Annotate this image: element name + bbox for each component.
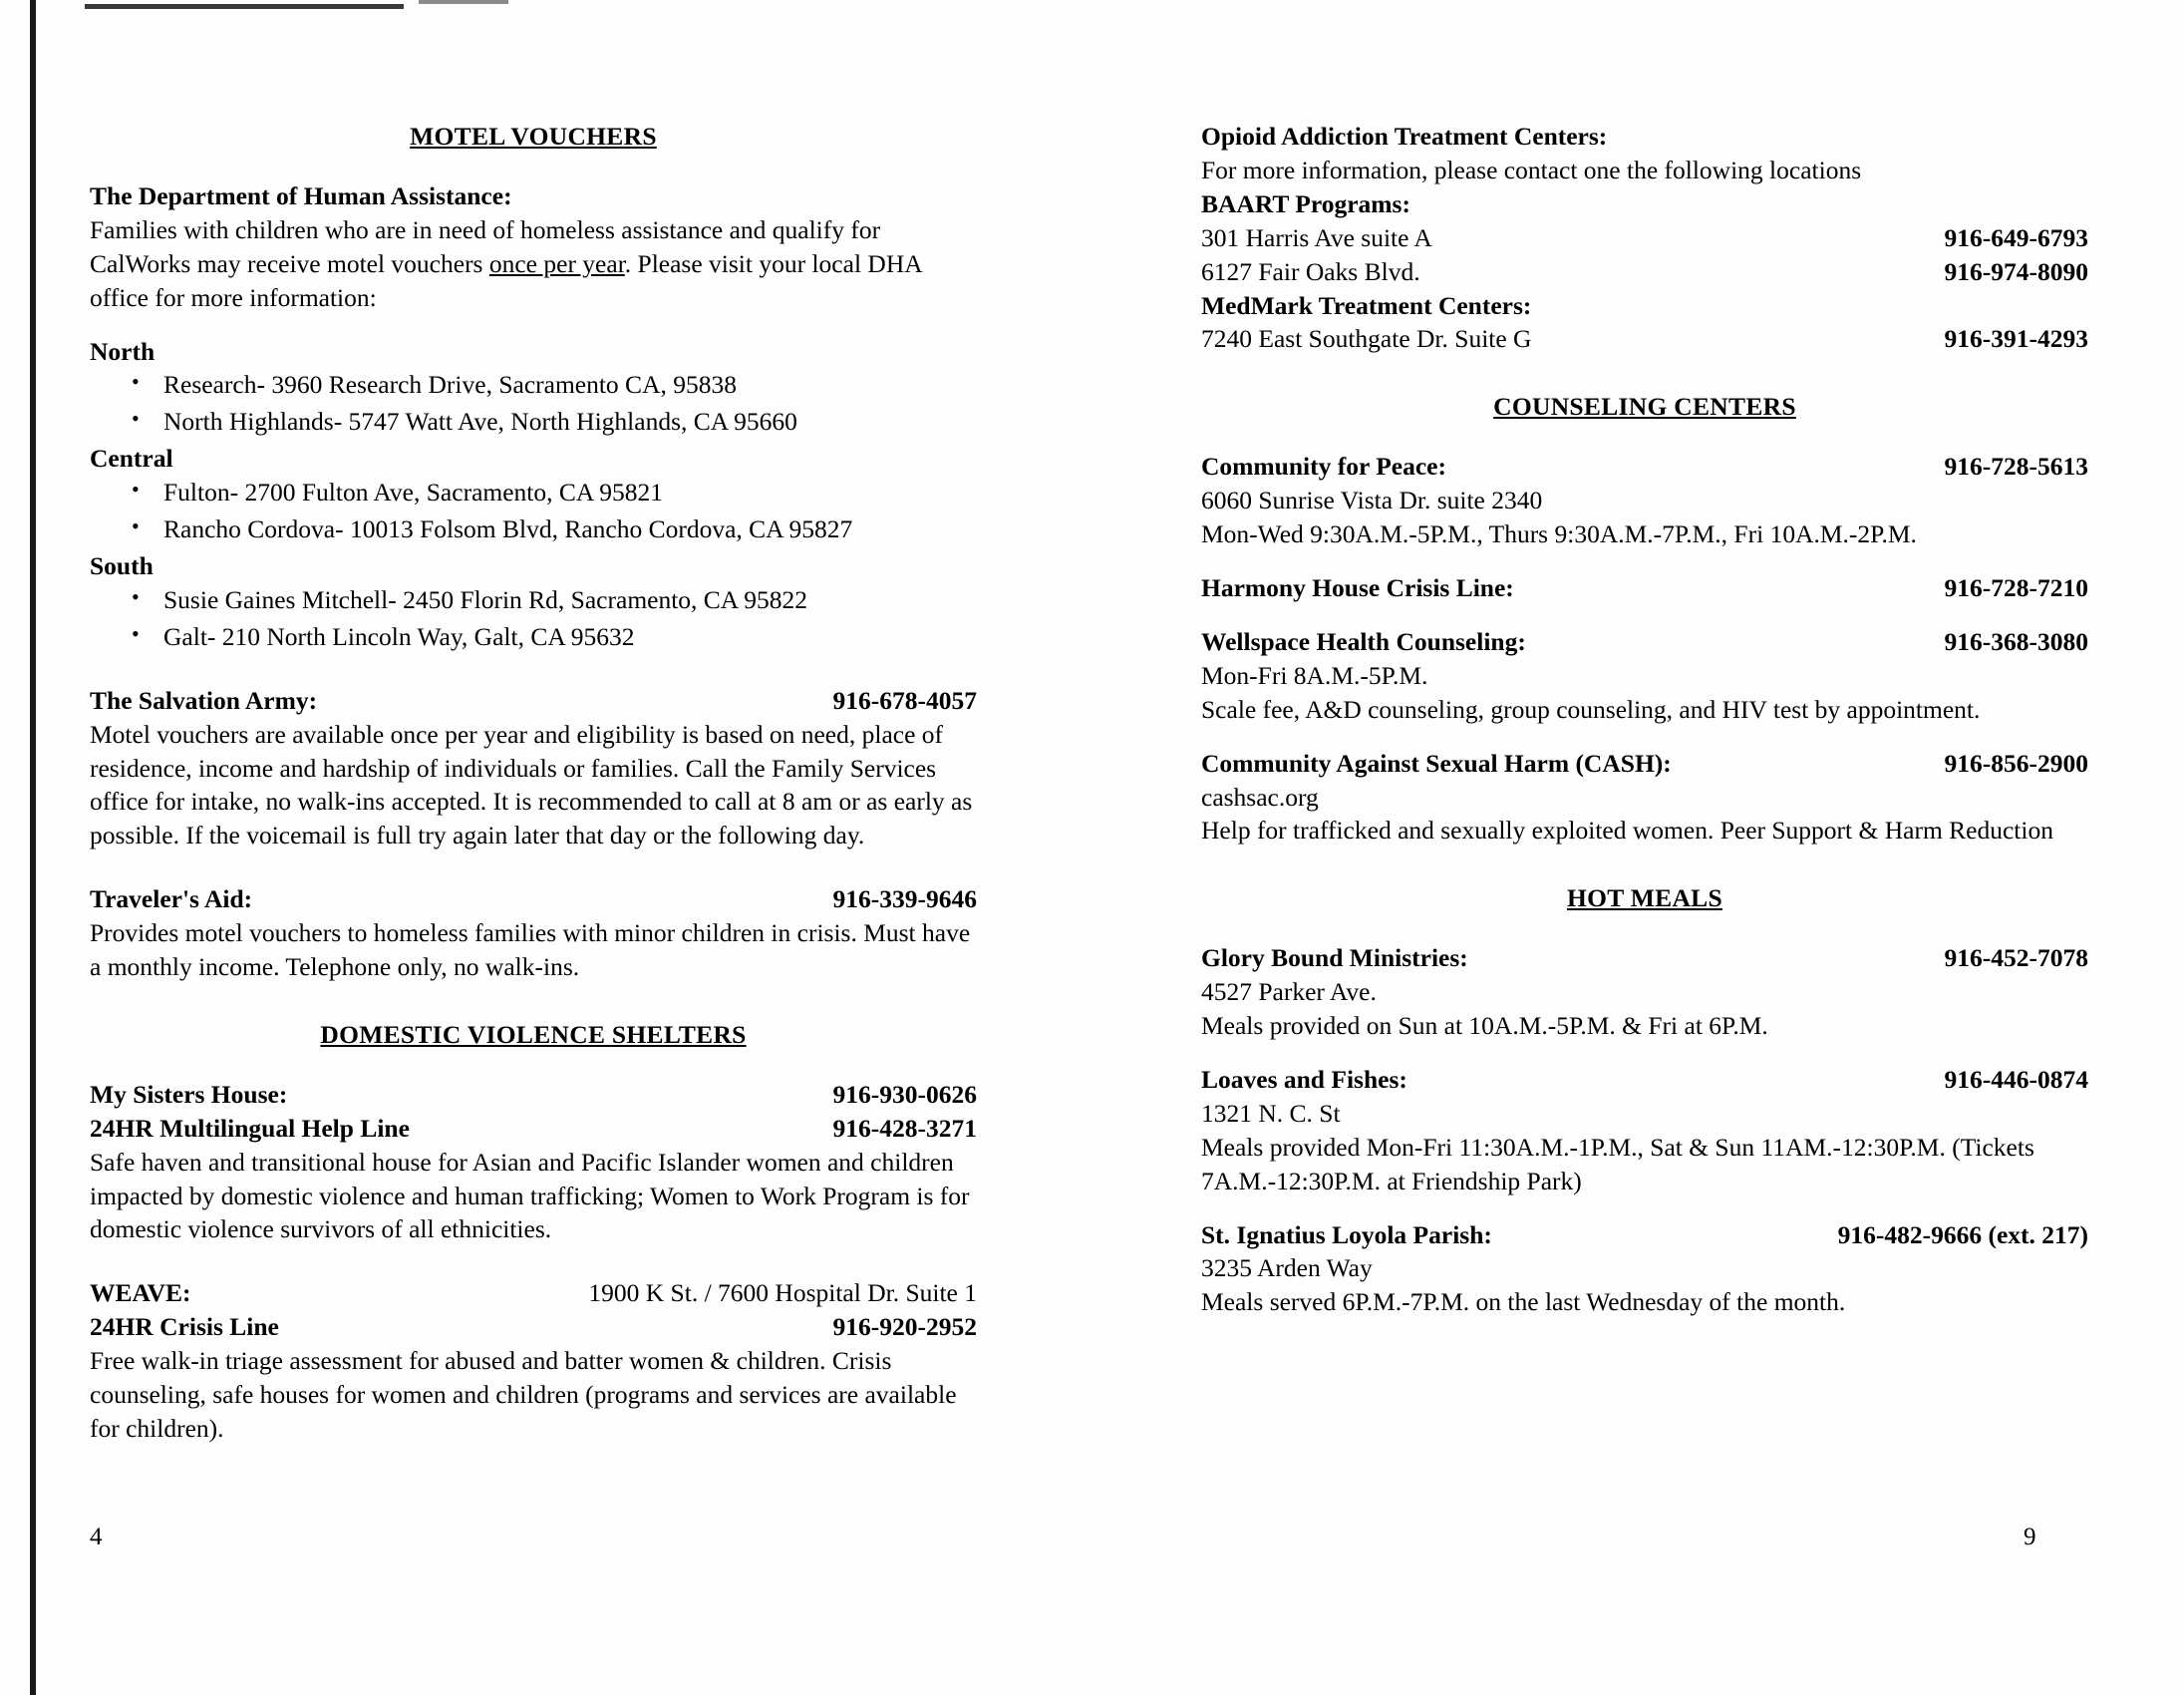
region-north-list [90, 368, 977, 439]
loaves-and-fishes-phone[interactable]: 916-446-0874 [1944, 1064, 2088, 1094]
scan-artifact-left-edge [30, 0, 36, 1695]
cash-header [1201, 747, 2088, 781]
wellspace-title: Wellspace Health Counseling: [1201, 626, 1526, 656]
entry-harmony-house-crisis-line [1201, 571, 2088, 605]
list-item: • North Highlands- 5747 Watt Ave, North Highlands, CA 95660 [163, 405, 977, 439]
cash-title: Community Against Sexual Harm (CASH): [1201, 748, 1672, 778]
entry-glory-bound-ministries [1201, 941, 2088, 1043]
region-south-label: South [90, 550, 154, 580]
right-column [1201, 120, 2088, 1339]
entry-travelers-aid [90, 882, 977, 984]
loaves-and-fishes-address: 1321 N. C. St [1201, 1098, 1341, 1128]
scan-artifact-top-bar-secondary [419, 0, 508, 4]
entry-st-ignatius-loyola-parish [1201, 1218, 2088, 1320]
wellspace-header [1201, 625, 2088, 659]
baart-location-row [1201, 255, 2088, 289]
glory-bound-header [1201, 941, 2088, 975]
entry-my-sisters-house [90, 1078, 977, 1247]
baart-title: BAART Programs: [1201, 188, 1410, 218]
glory-bound-hours: Meals provided on Sun at 10A.M.-5P.M. & Fri at 6P.M. [1201, 1011, 1768, 1041]
salvation-army-body: Motel vouchers are available once per year and eligibility is based on need, place of residence, income and hardship of individuals or families. Call the Family Services office for intake, no walk-ins accepted. It is recommended to call at 8 am or as early as possible. If the voicemail is full try again later that day or the following day. [90, 719, 973, 850]
cash-phone[interactable]: 916-856-2900 [1944, 748, 2088, 778]
entry-community-for-peace [1201, 450, 2088, 551]
loaves-and-fishes-title: Loaves and Fishes: [1201, 1064, 1407, 1094]
st-ignatius-hours: Meals served 6P.M.-7P.M. on the last Wednesday of the month. [1201, 1287, 1846, 1317]
medmark-phone[interactable]: 916-391-4293 [1944, 324, 2088, 354]
my-sisters-house-body: Safe haven and transitional house for Asian and Pacific Islander women and children impacted by domestic violence and human trafficking; Women to Work Program is for domestic violence survivors of all ethnicities. [90, 1147, 970, 1244]
weave-crisis-line-row [90, 1310, 977, 1344]
glory-bound-phone[interactable]: 916-452-7078 [1944, 943, 2088, 973]
list-item: • Susie Gaines Mitchell- 2450 Florin Rd, Sacramento, CA 95822 [163, 583, 977, 617]
harmony-house-phone[interactable]: 916-728-7210 [1944, 572, 2088, 602]
community-for-peace-header [1201, 450, 2088, 484]
loaves-and-fishes-header [1201, 1063, 2088, 1097]
wellspace-services: Scale fee, A&D counseling, group counseling, and HIV test by appointment. [1201, 694, 1981, 724]
glory-bound-title: Glory Bound Ministries: [1201, 943, 1468, 973]
salvation-army-title: The Salvation Army: [90, 685, 318, 715]
dha-title: The Department of Human Assistance: [90, 180, 512, 210]
entry-community-against-sexual-harm [1201, 747, 2088, 848]
baart-address: 6127 Fair Oaks Blvd. [1201, 256, 1420, 286]
entry-opioid-addiction-treatment-centers [1201, 120, 2088, 356]
page-number-left: 4 [90, 1524, 103, 1550]
medmark-address: 7240 East Southgate Dr. Suite G [1201, 324, 1532, 354]
cash-website[interactable]: cashsac.org [1201, 782, 1319, 812]
wellspace-hours: Mon-Fri 8A.M.-5P.M. [1201, 660, 1428, 690]
travelers-aid-title: Traveler's Aid: [90, 884, 253, 914]
region-south-list [90, 583, 977, 654]
section-heading-hot-meals: HOT MEALS [1567, 883, 1722, 913]
scan-artifact-top-bar [85, 4, 404, 9]
list-item: • Research- 3960 Research Drive, Sacramento CA, 95838 [163, 368, 977, 402]
entry-wellspace-health-counseling [1201, 625, 2088, 727]
st-ignatius-title: St. Ignatius Loyola Parish: [1201, 1219, 1492, 1249]
baart-address: 301 Harris Ave suite A [1201, 222, 1432, 252]
weave-header [90, 1276, 977, 1310]
region-central-list [90, 476, 977, 546]
page-number-right: 9 [2024, 1524, 2036, 1550]
weave-body: Free walk-in triage assessment for abused and batter women & children. Crisis counseling, safe houses for women and children (programs and services are available for children). [90, 1346, 957, 1443]
community-for-peace-phone[interactable]: 916-728-5613 [1944, 452, 2088, 482]
travelers-aid-header [90, 882, 977, 916]
my-sisters-house-helpline-label: 24HR Multilingual Help Line [90, 1113, 410, 1143]
weave-address: 1900 K St. / 7600 Hospital Dr. Suite 1 [588, 1278, 977, 1308]
dha-office-regions [90, 335, 977, 654]
st-ignatius-phone[interactable]: 916-482-9666 (ext. 217) [1837, 1219, 2088, 1249]
left-column [90, 120, 977, 1466]
list-item: • Rancho Cordova- 10013 Folsom Blvd, Rancho Cordova, CA 95827 [163, 512, 977, 546]
section-heading-domestic-violence-shelters: DOMESTIC VIOLENCE SHELTERS [320, 1019, 747, 1049]
list-item: • Galt- 210 North Lincoln Way, Galt, CA 95632 [163, 620, 977, 654]
entry-loaves-and-fishes [1201, 1063, 2088, 1198]
harmony-house-header [1201, 571, 2088, 605]
baart-phone[interactable]: 916-649-6793 [1944, 222, 2088, 252]
section-heading-counseling-centers: COUNSELING CENTERS [1493, 392, 1796, 422]
st-ignatius-header [1201, 1218, 2088, 1252]
st-ignatius-address: 3235 Arden Way [1201, 1253, 1373, 1283]
glory-bound-address: 4527 Parker Ave. [1201, 977, 1377, 1007]
baart-location-row [1201, 221, 2088, 255]
my-sisters-house-helpline-row [90, 1112, 977, 1146]
medmark-location-row [1201, 322, 2088, 356]
harmony-house-title: Harmony House Crisis Line: [1201, 572, 1514, 602]
baart-phone[interactable]: 916-974-8090 [1944, 256, 2088, 286]
salvation-army-header [90, 684, 977, 718]
my-sisters-house-title: My Sisters House: [90, 1079, 288, 1109]
dha-body-part1: Families with children who are in need of homeless assistance and qualify for CalWorks may receive motel vouchers [90, 214, 881, 278]
loaves-and-fishes-hours: Meals provided Mon-Fri 11:30A.M.-1P.M., Sat & Sun 11AM.-12:30P.M. (Tickets 7A.M.-12:30P.M. at Friendship Park) [1201, 1132, 2034, 1195]
community-for-peace-address: 6060 Sunrise Vista Dr. suite 2340 [1201, 486, 1543, 515]
list-item: • Fulton- 2700 Fulton Ave, Sacramento, CA 95821 [163, 476, 977, 509]
cash-services: Help for trafficked and sexually exploited women. Peer Support & Harm Reduction [1201, 816, 2053, 846]
opioid-title: Opioid Addiction Treatment Centers: [1201, 122, 1608, 151]
my-sisters-house-header [90, 1078, 977, 1112]
entry-weave [90, 1276, 977, 1446]
dha-body-underlined: once per year [488, 248, 625, 278]
entry-department-human-assistance [90, 179, 977, 315]
travelers-aid-phone[interactable]: 916-339-9646 [832, 884, 977, 914]
dha-body-part2: . Please visit your local DHA office for more information: [90, 248, 922, 312]
salvation-army-phone[interactable]: 916-678-4057 [832, 685, 977, 715]
medmark-title: MedMark Treatment Centers: [1201, 290, 1532, 320]
weave-title: WEAVE: [90, 1278, 191, 1308]
region-north-label: North [90, 336, 156, 366]
section-heading-motel-vouchers: MOTEL VOUCHERS [410, 122, 657, 151]
my-sisters-house-helpline-phone[interactable]: 916-428-3271 [832, 1113, 977, 1143]
weave-crisis-line-phone[interactable]: 916-920-2952 [832, 1312, 977, 1342]
dha-body [90, 213, 977, 315]
weave-crisis-line-label: 24HR Crisis Line [90, 1312, 279, 1342]
my-sisters-house-phone[interactable]: 916-930-0626 [832, 1079, 977, 1109]
travelers-aid-body: Provides motel vouchers to homeless families with minor children in crisis. Must have a monthly income. Telephone only, no walk-ins. [90, 918, 971, 982]
community-for-peace-title: Community for Peace: [1201, 452, 1446, 482]
entry-salvation-army [90, 684, 977, 853]
community-for-peace-hours: Mon-Wed 9:30A.M.-5P.M., Thurs 9:30A.M.-7P.M., Fri 10A.M.-2P.M. [1201, 519, 1917, 549]
region-central-label: Central [90, 444, 173, 474]
wellspace-phone[interactable]: 916-368-3080 [1944, 626, 2088, 656]
opioid-subtitle: For more information, please contact one the following locations [1201, 155, 1862, 184]
